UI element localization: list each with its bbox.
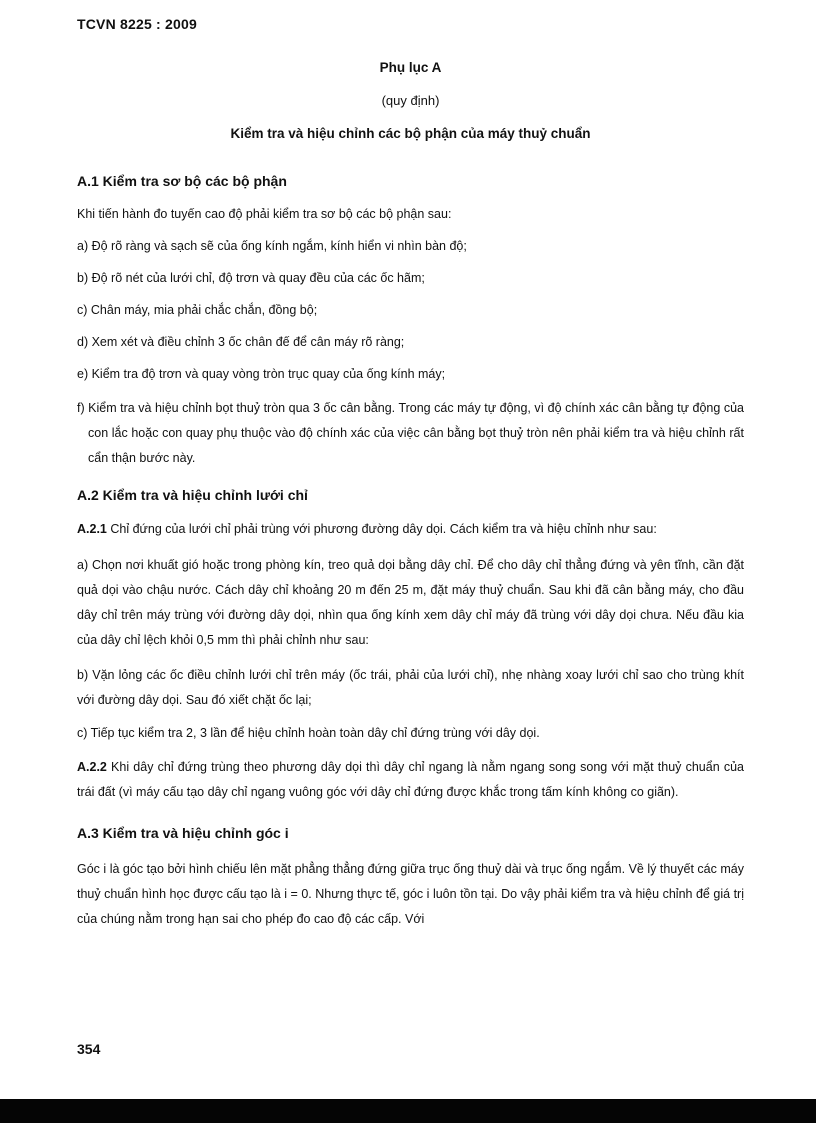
section-a1-title: A.1 Kiểm tra sơ bộ các bộ phận: [77, 173, 287, 189]
clause-a22: [77, 755, 744, 805]
clause-a21-label: A.2.1: [77, 522, 107, 536]
appendix-heading: Kiểm tra và hiệu chỉnh các bộ phận của máy thuỷ chuẩn: [230, 126, 591, 141]
page-number: 354: [77, 1041, 101, 1057]
paragraph: a) Chọn nơi khuất gió hoặc trong phòng kín, treo quả dọi bằng dây chỉ. Để cho dây chỉ thẳng đứng và yên tĩnh, cần đặt quả dọi vào chậu nước. Cách dây chỉ khoảng 20 m đến 25 m, đặt máy thuỷ chuẩn. Sau khi đã cân bằng máy, cho đầu dây chỉ trên máy trùng với đường dây dọi, nhìn qua ống kính xem dây chỉ máy đã trùng với dây dọi chưa. Nếu đầu kia của dây chỉ lệch khỏi 0,5 mm thì phải chỉnh như sau:: [77, 558, 744, 647]
paragraph: Góc i là góc tạo bởi hình chiếu lên mặt phẳng thẳng đứng giữa trục ống thuỷ dài và trục ống ngắm. Về lý thuyết các máy thuỷ chuẩn hình học được cấu tạo là i = 0. Nhưng thực tế, góc i luôn tồn tại. Do vậy phải kiểm tra và hiệu chỉnh để giá trị của chúng nằm trong hạn sai cho phép đo cao độ các cấp. Với: [77, 862, 744, 926]
list-item: f) Kiểm tra và hiệu chỉnh bọt thuỷ tròn qua 3 ốc cân bằng. Trong các máy tự động, vì độ chính xác cân bằng tự động của con lắc hoặc con quay phụ thuộc vào độ chính xác của việc cân bằng bọt thuỷ tròn nên phải kiểm tra và hiệu chỉnh rất cẩn thận bước này.: [77, 401, 744, 465]
clause-a22-text: Khi dây chỉ đứng trùng theo phương dây dọi thì dây chỉ ngang là nằm ngang song song với mặt thuỷ chuẩn của trái đất (vì máy cấu tạo dây chỉ ngang vuông góc với dây chỉ đứng được khắc trong tấm kính không co giãn).: [77, 760, 744, 799]
list-item: d) Xem xét và điều chỉnh 3 ốc chân đế để cân máy rõ ràng;: [77, 335, 405, 349]
list-item: b) Độ rõ nét của lưới chỉ, độ trơn và quay đều của các ốc hãm;: [77, 271, 425, 285]
page-content: [77, 58, 744, 932]
appendix-subtitle: (quy định): [381, 93, 440, 108]
section-a1-intro: Khi tiến hành đo tuyến cao độ phải kiểm tra sơ bộ các bộ phận sau:: [77, 207, 452, 221]
paragraph: b) Vặn lỏng các ốc điều chỉnh lưới chỉ trên máy (ốc trái, phải của lưới chỉ), nhẹ nhàng xoay lưới chỉ sao cho trùng khít với đường dây dọi. Sau đó xiết chặt ốc lại;: [77, 668, 744, 707]
standard-code: TCVN 8225 : 2009: [77, 16, 197, 32]
section-a3-title: A.3 Kiểm tra và hiệu chỉnh góc i: [77, 825, 289, 841]
appendix-title: Phụ lục A: [379, 60, 442, 75]
list-item: e) Kiểm tra độ trơn và quay vòng tròn trục quay của ống kính máy;: [77, 367, 446, 381]
clause-a21: [77, 517, 744, 542]
list-item: c) Chân máy, mia phải chắc chắn, đồng bộ;: [77, 303, 318, 317]
list-item: a) Độ rõ ràng và sạch sẽ của ống kính ngắm, kính hiển vi nhìn bàn độ;: [77, 239, 467, 253]
clause-a22-label: A.2.2: [77, 760, 107, 774]
paragraph: c) Tiếp tục kiểm tra 2, 3 lần để hiệu chỉnh hoàn toàn dây chỉ đứng trùng với dây dọi.: [77, 726, 540, 740]
scan-edge-bar: [0, 1099, 816, 1123]
section-a2-title: A.2 Kiểm tra và hiệu chỉnh lưới chỉ: [77, 487, 308, 503]
clause-a21-text: Chỉ đứng của lưới chỉ phải trùng với phương đường dây dọi. Cách kiểm tra và hiệu chỉnh như sau:: [106, 522, 657, 536]
